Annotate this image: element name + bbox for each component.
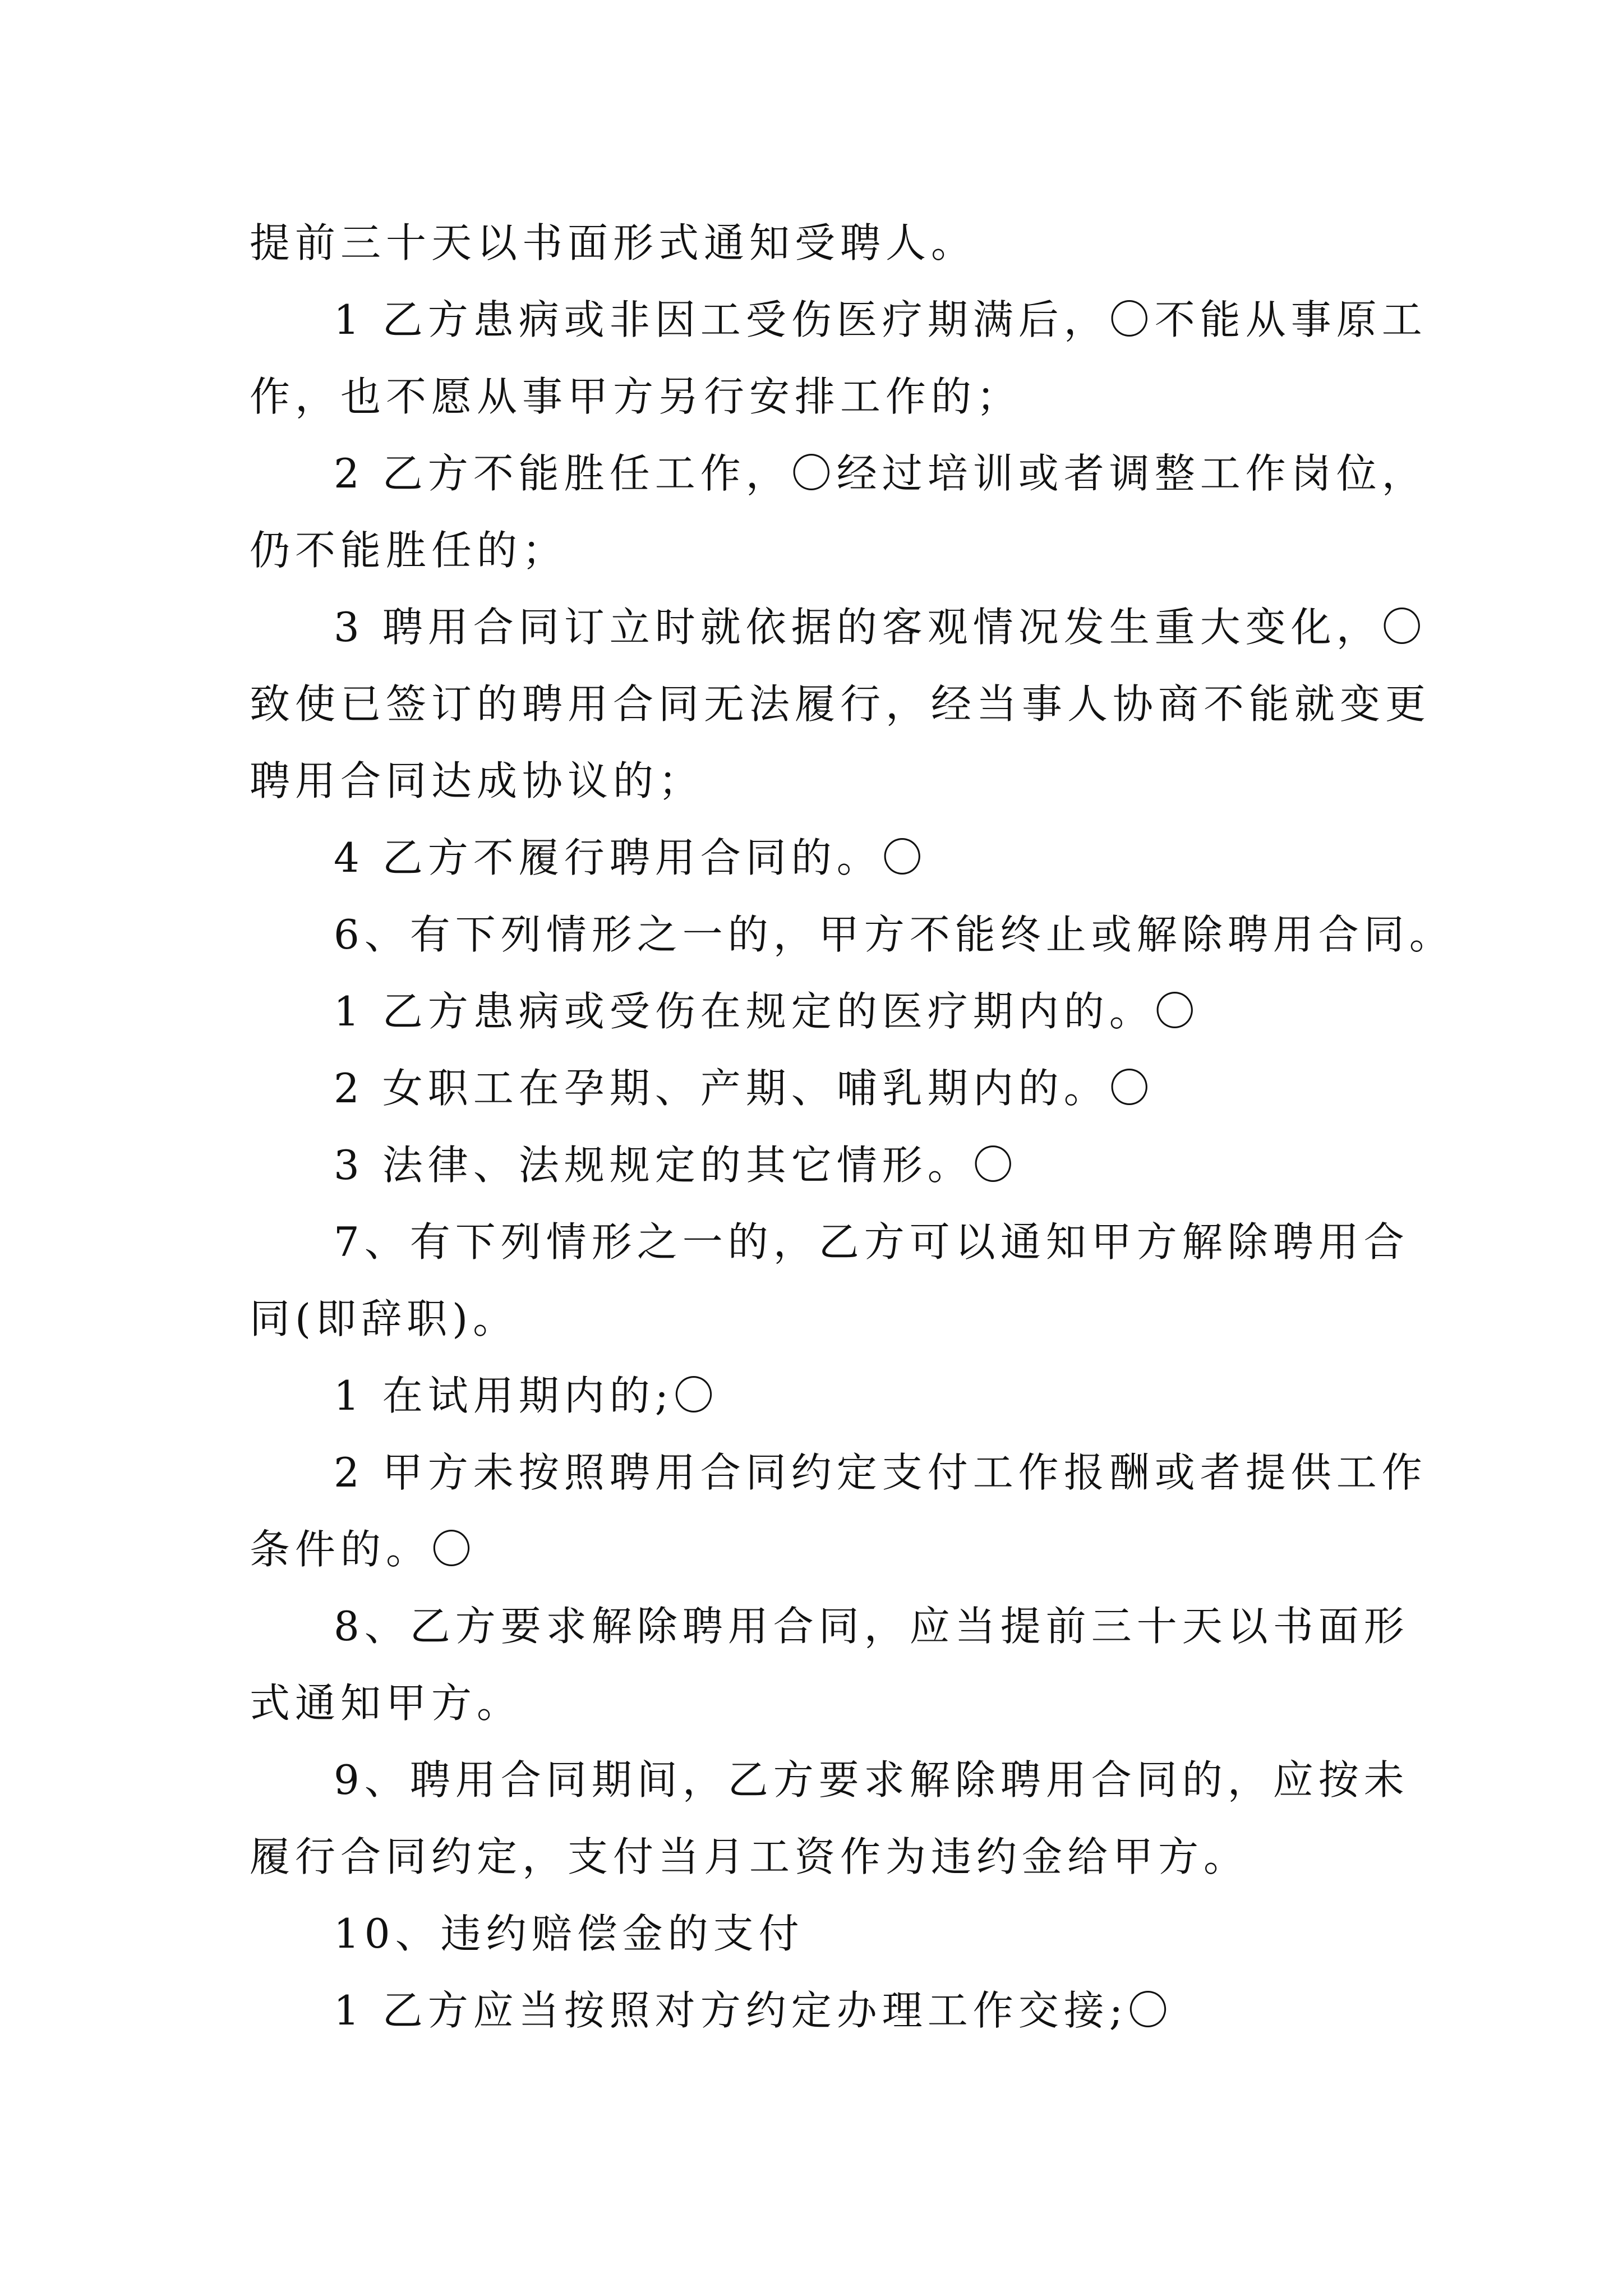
paragraph-line: 致使已签订的聘用合同无法履行，经当事人协商不能就变更 — [250, 680, 1431, 728]
paragraph-line: 7、有下列情形之一的，乙方可以通知甲方解除聘用合 — [334, 1218, 1409, 1266]
paragraph-line: 作，也不愿从事甲方另行安排工作的； — [250, 373, 1022, 420]
paragraph-line: 3 聘用合同订立时就依据的客观情况发生重大变化，〇 — [334, 604, 1427, 651]
paragraph-line: 4 乙方不履行聘用合同的。〇 — [334, 834, 928, 881]
document-body — [250, 205, 1455, 2049]
paragraph-line: 6、有下列情形之一的，甲方不能终止或解除聘用合同。 — [334, 911, 1455, 958]
paragraph-line: 2 乙方不能胜任工作，〇经过培训或者调整工作岗位， — [334, 450, 1427, 497]
paragraph-line: 1 乙方患病或受伤在规定的医疗期内的。〇 — [334, 988, 1200, 1035]
paragraph-line: 2 甲方未按照聘用合同约定支付工作报酬或者提供工作 — [334, 1449, 1427, 1496]
paragraph-line: 2 女职工在孕期、产期、哺乳期内的。〇 — [334, 1065, 1155, 1112]
paragraph-line: 3 法律、法规规定的其它情形。〇 — [334, 1142, 1018, 1189]
paragraph-line: 1 乙方应当按照对方约定办理工作交接;〇 — [334, 1987, 1173, 2034]
paragraph-line: 提前三十天以书面形式通知受聘人。 — [250, 219, 977, 266]
paragraph-line: 条件的。〇 — [250, 1526, 477, 1573]
paragraph-line: 同(即辞职)。 — [250, 1295, 519, 1342]
paragraph-line: 10、违约赔偿金的支付 — [334, 1910, 804, 1957]
paragraph-line: 履行合同约定，支付当月工资作为违约金给甲方。 — [250, 1833, 1249, 1880]
paragraph-line: 仍不能胜任的； — [250, 527, 568, 574]
paragraph-line: 聘用合同达成协议的； — [250, 757, 704, 804]
paragraph-line: 1 在试用期内的;〇 — [334, 1372, 719, 1419]
paragraph-line: 1 乙方患病或非因工受伤医疗期满后，〇不能从事原工 — [334, 296, 1427, 343]
paragraph-line: 8、乙方要求解除聘用合同，应当提前三十天以书面形 — [334, 1603, 1409, 1650]
paragraph-line: 式通知甲方。 — [250, 1680, 523, 1727]
paragraph-line: 9、聘用合同期间，乙方要求解除聘用合同的，应按未 — [334, 1756, 1409, 1803]
